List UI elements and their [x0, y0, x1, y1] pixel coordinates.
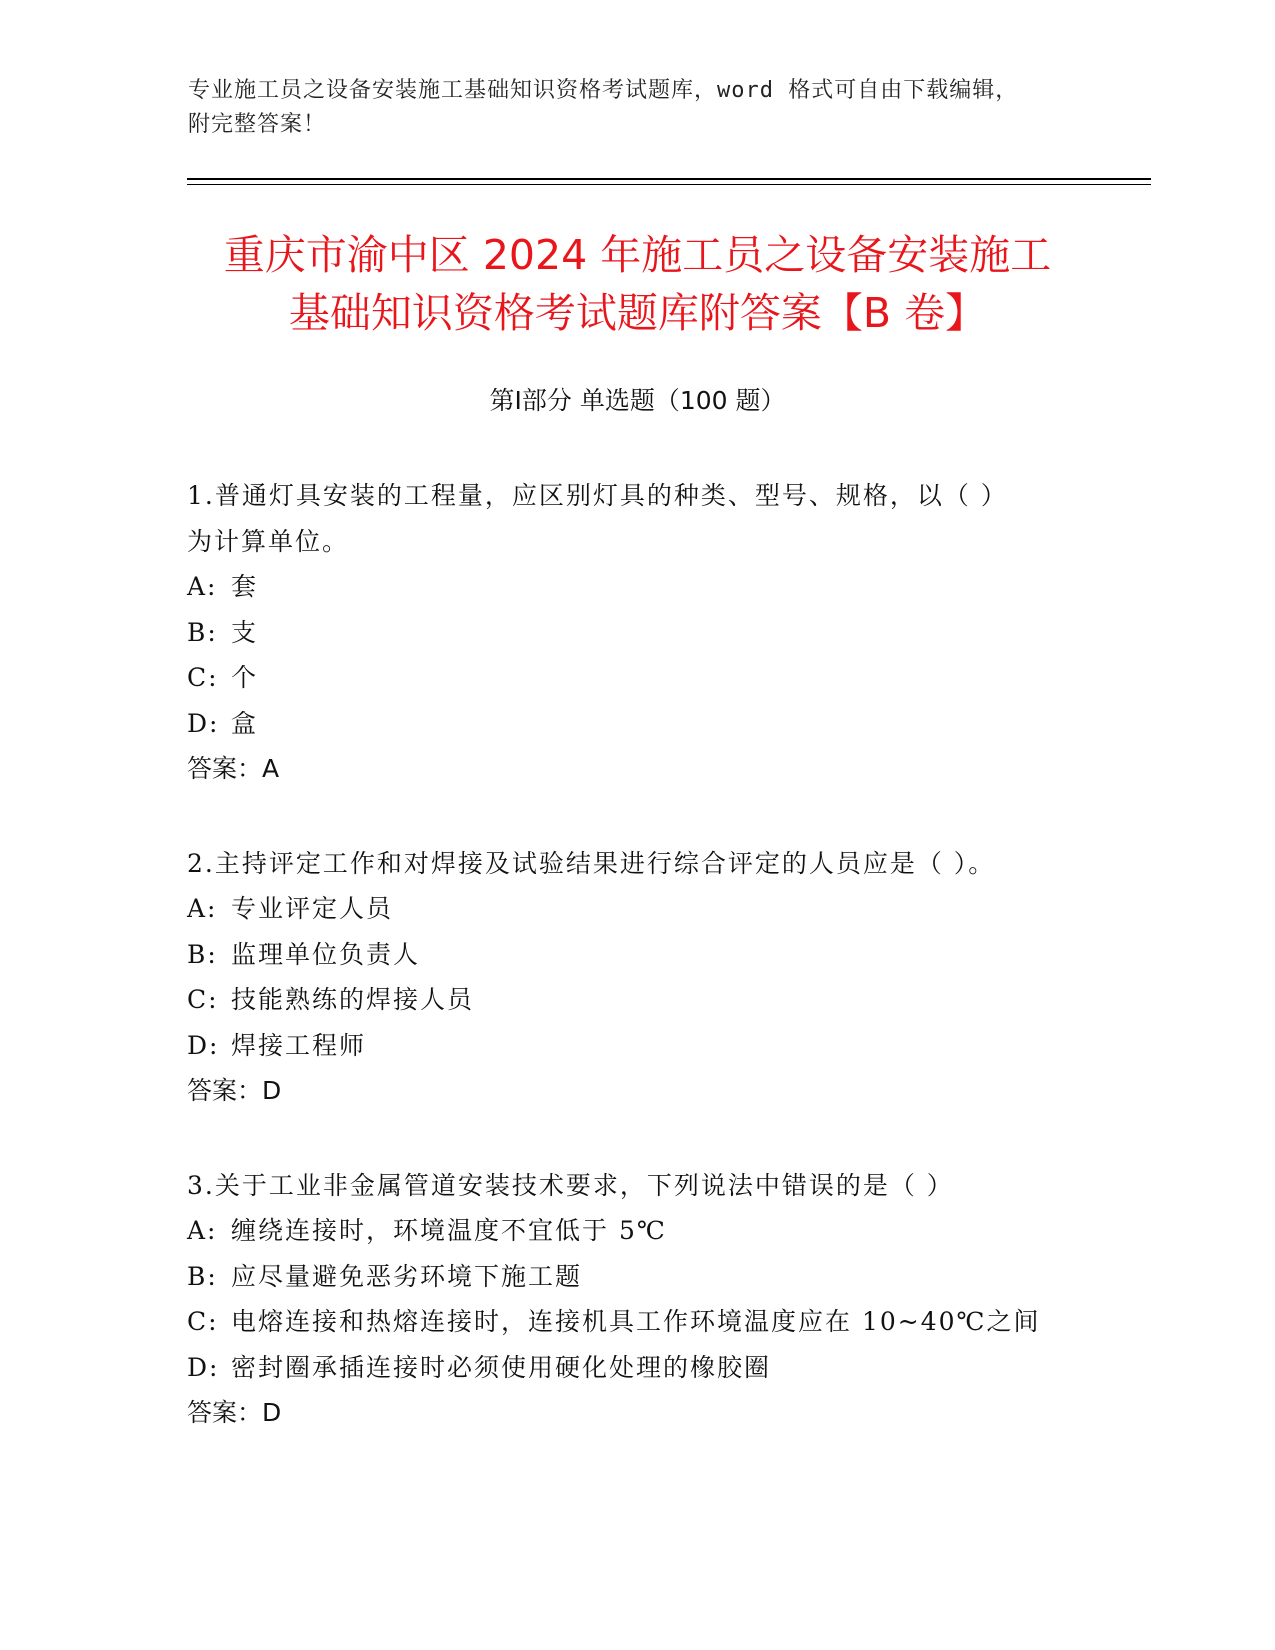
answer: 答案：D: [187, 1398, 282, 1427]
header-note: [188, 74, 1068, 142]
question-stem-line: 为计算单位。: [187, 526, 350, 556]
option-a: [187, 1208, 1087, 1254]
option-text: 套: [231, 572, 259, 601]
header-note-line-2: 附完整答案！: [188, 112, 327, 137]
option-d: [187, 1023, 1087, 1069]
question-stem-line: 2.主持评定工作和对焊接及试验结果进行综合评定的人员应是（ ）。: [187, 848, 996, 878]
option-key: C:: [187, 663, 219, 692]
option-key: C:: [187, 985, 219, 1014]
option-text: 电熔连接和热熔连接时，连接机具工作环境温度应在 10~40℃之间: [231, 1307, 1041, 1336]
option-text: 技能熟练的焊接人员: [231, 985, 475, 1014]
option-c: [187, 655, 1087, 701]
option-b: [187, 1254, 1087, 1300]
option-key: A:: [187, 572, 218, 601]
document-title-line-1: 重庆市渝中区 2024 年施工员之设备安装施工: [223, 231, 1052, 279]
option-key: D:: [187, 1030, 220, 1060]
question-stem-line: 3.关于工业非金属管道安装技术要求，下列说法中错误的是（ ）: [187, 1170, 954, 1200]
option-key: B:: [187, 939, 218, 969]
answer: 答案：A: [187, 754, 280, 783]
question-1: [187, 473, 1087, 792]
option-text: 个: [231, 663, 259, 692]
option-key: B:: [187, 1261, 218, 1291]
option-key: B:: [187, 617, 218, 647]
option-c: [187, 1299, 1087, 1345]
option-key: D:: [187, 1352, 220, 1382]
section-title: 第Ⅰ部分 单选题（100 题）: [489, 386, 786, 415]
option-text: 支: [231, 617, 259, 647]
option-text: 盒: [231, 708, 259, 738]
header-note-line-1: 专业施工员之设备安装施工基础知识资格考试题库，word 格式可自由下载编辑，: [188, 78, 1019, 103]
option-d: [187, 1345, 1087, 1391]
document-title: [150, 226, 1125, 342]
question-stem-line: 1.普通灯具安装的工程量，应区别灯具的种类、型号、规格，以（ ）: [187, 481, 1008, 510]
option-key: A:: [187, 1216, 218, 1245]
option-text: 焊接工程师: [231, 1030, 367, 1060]
header-divider-thin: [187, 184, 1151, 185]
document-title-line-2: 基础知识资格考试题库附答案【B 卷】: [288, 289, 987, 337]
option-key: D:: [187, 708, 220, 738]
question-list: [187, 473, 1087, 1485]
option-a: [187, 564, 1087, 610]
option-text: 缠绕连接时，环境温度不宜低于 5℃: [231, 1216, 667, 1245]
option-c: [187, 977, 1087, 1023]
question-3: [187, 1163, 1087, 1436]
option-a: [187, 886, 1087, 932]
option-b: [187, 932, 1087, 978]
option-text: 专业评定人员: [231, 894, 394, 923]
option-text: 监理单位负责人: [231, 939, 421, 969]
question-2: [187, 841, 1087, 1114]
option-b: [187, 610, 1087, 656]
option-key: C:: [187, 1307, 219, 1336]
option-text: 密封圈承插连接时必须使用硬化处理的橡胶圈: [231, 1352, 772, 1382]
option-text: 应尽量避免恶劣环境下施工题: [231, 1261, 583, 1291]
answer: 答案：D: [187, 1076, 282, 1105]
option-key: A:: [187, 894, 218, 923]
option-d: [187, 701, 1087, 747]
header-divider-thick: [187, 178, 1151, 180]
